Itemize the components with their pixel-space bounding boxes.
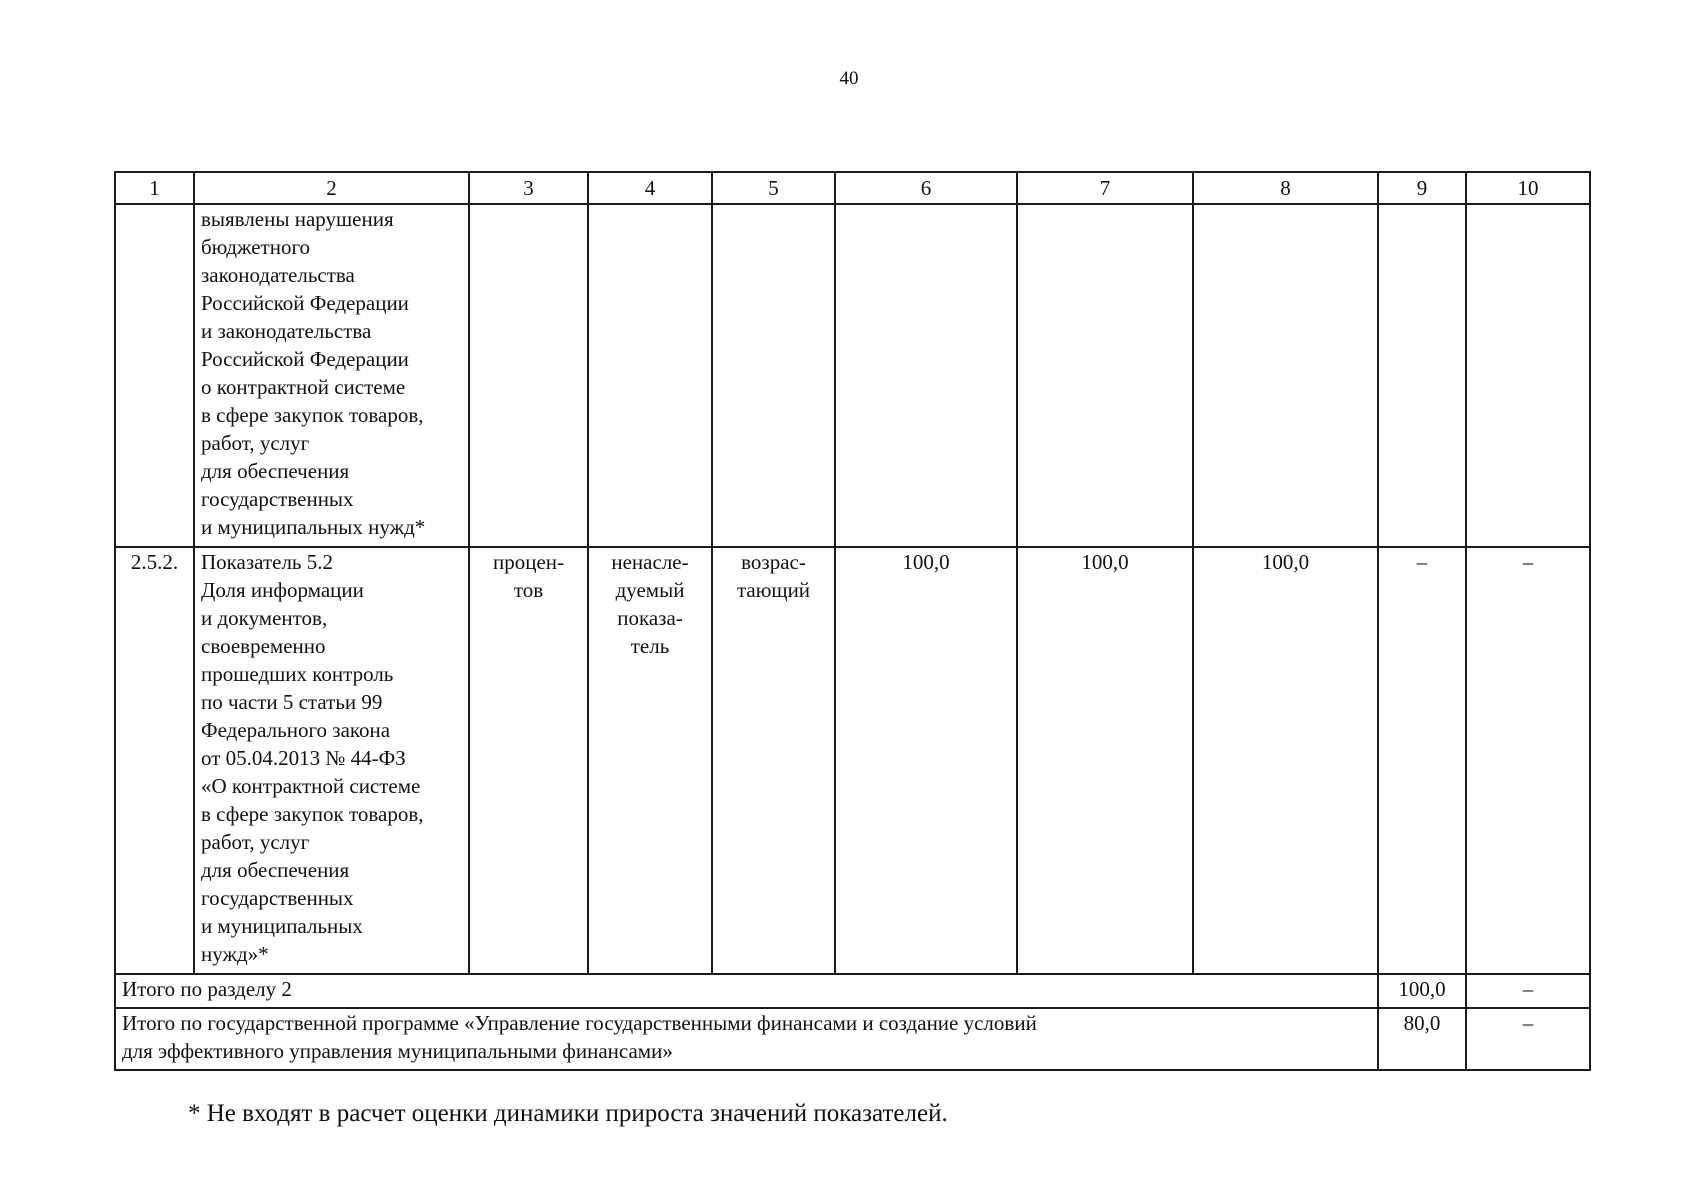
indicators-table bbox=[114, 171, 1591, 1071]
indicator-name-line: бюджетного bbox=[201, 235, 311, 259]
table-row-total-section bbox=[115, 974, 1590, 1008]
indicator-name-line: Федерального закона bbox=[201, 718, 391, 742]
trend-line: возрас- bbox=[741, 550, 806, 574]
row-number-cell bbox=[115, 204, 194, 547]
column-number-cell: 1 bbox=[115, 172, 194, 204]
empty-cell bbox=[1017, 204, 1193, 547]
total-section-score: – bbox=[1466, 974, 1590, 1008]
trend-line: тающий bbox=[736, 578, 811, 602]
indicator-name-line: по части 5 статьи 99 bbox=[201, 690, 383, 714]
table-row-total-program bbox=[115, 1008, 1590, 1070]
indicator-name-line: нужд»* bbox=[201, 942, 269, 966]
score-cell: – bbox=[1466, 547, 1590, 974]
indicator-name-line: для обеспечения bbox=[201, 459, 350, 483]
indicator-name-line: и законодательства bbox=[201, 319, 372, 343]
value-cell: 100,0 bbox=[1193, 547, 1378, 974]
indicator-type-line: ненасле- bbox=[611, 550, 689, 574]
indicator-name-line: и документов, bbox=[201, 606, 328, 630]
table-row-continuation bbox=[115, 204, 1590, 547]
empty-cell bbox=[469, 204, 588, 547]
total-program-score: 80,0 bbox=[1378, 1008, 1466, 1070]
total-program-label-line: для эффективного управления муниципальными финансами» bbox=[122, 1039, 673, 1063]
total-program-label bbox=[115, 1008, 1378, 1070]
column-number-cell: 3 bbox=[469, 172, 588, 204]
indicator-name-cell bbox=[194, 204, 469, 547]
indicator-name-line: государственных bbox=[201, 886, 354, 910]
indicator-name-line: для обеспечения bbox=[201, 858, 350, 882]
column-number-row bbox=[115, 172, 1590, 204]
total-program-label-line: Итого по государственной программе «Управление государственными финансами и создание условий bbox=[122, 1011, 1037, 1035]
column-number-cell: 10 bbox=[1466, 172, 1590, 204]
empty-cell bbox=[1466, 204, 1590, 547]
score-cell: – bbox=[1378, 547, 1466, 974]
indicator-name-line: государственных bbox=[201, 487, 354, 511]
indicator-name-line: законодательства bbox=[201, 263, 355, 287]
indicator-name-line: в сфере закупок товаров, bbox=[201, 403, 424, 427]
row-number-cell: 2.5.2. bbox=[115, 547, 194, 974]
indicator-name-line: от 05.04.2013 № 44-ФЗ bbox=[201, 746, 406, 770]
indicator-name-line: «О контрактной системе bbox=[201, 774, 421, 798]
indicator-type-cell bbox=[588, 547, 712, 974]
indicator-name-line: в сфере закупок товаров, bbox=[201, 802, 424, 826]
indicator-name-line: работ, услуг bbox=[201, 431, 310, 455]
empty-cell bbox=[1378, 204, 1466, 547]
indicator-name-line: Российской Федерации bbox=[201, 347, 409, 371]
indicator-name-line: своевременно bbox=[201, 634, 326, 658]
indicator-name-line: и муниципальных нужд* bbox=[201, 515, 426, 539]
indicator-type-line: дуемый bbox=[615, 578, 685, 602]
indicator-name-line: прошедших контроль bbox=[201, 662, 394, 686]
indicator-name-line: Доля информации bbox=[201, 578, 364, 602]
indicator-name-line: Российской Федерации bbox=[201, 291, 409, 315]
total-program-score: – bbox=[1466, 1008, 1590, 1070]
column-number-cell: 6 bbox=[835, 172, 1017, 204]
total-section-score: 100,0 bbox=[1378, 974, 1466, 1008]
empty-cell bbox=[588, 204, 712, 547]
indicator-name-line: Показатель 5.2 bbox=[201, 550, 333, 574]
column-number-cell: 2 bbox=[194, 172, 469, 204]
empty-cell bbox=[835, 204, 1017, 547]
indicator-type-line: показа- bbox=[617, 606, 683, 630]
unit-cell bbox=[469, 547, 588, 974]
indicator-name-line: о контрактной системе bbox=[201, 375, 406, 399]
value-cell: 100,0 bbox=[1017, 547, 1193, 974]
column-number-cell: 5 bbox=[712, 172, 835, 204]
indicator-name-line: работ, услуг bbox=[201, 830, 310, 854]
table-row-2-5-2 bbox=[115, 547, 1590, 974]
indicator-name-cell bbox=[194, 547, 469, 974]
indicator-type-line: тель bbox=[630, 634, 670, 658]
column-number-cell: 7 bbox=[1017, 172, 1193, 204]
empty-cell bbox=[712, 204, 835, 547]
unit-line: процен- bbox=[492, 550, 565, 574]
page-number: 40 bbox=[839, 68, 859, 89]
empty-cell bbox=[1193, 204, 1378, 547]
indicator-name-line: выявлены нарушения bbox=[201, 207, 394, 231]
column-number-cell: 9 bbox=[1378, 172, 1466, 204]
column-number-cell: 8 bbox=[1193, 172, 1378, 204]
value-cell: 100,0 bbox=[835, 547, 1017, 974]
unit-line: тов bbox=[513, 578, 544, 602]
column-number-cell: 4 bbox=[588, 172, 712, 204]
footnote: * Не входят в расчет оценки динамики прироста значений показателей. bbox=[188, 1100, 948, 1127]
total-section-label: Итого по разделу 2 bbox=[115, 974, 1378, 1008]
indicator-name-line: и муниципальных bbox=[201, 914, 363, 938]
trend-cell bbox=[712, 547, 835, 974]
